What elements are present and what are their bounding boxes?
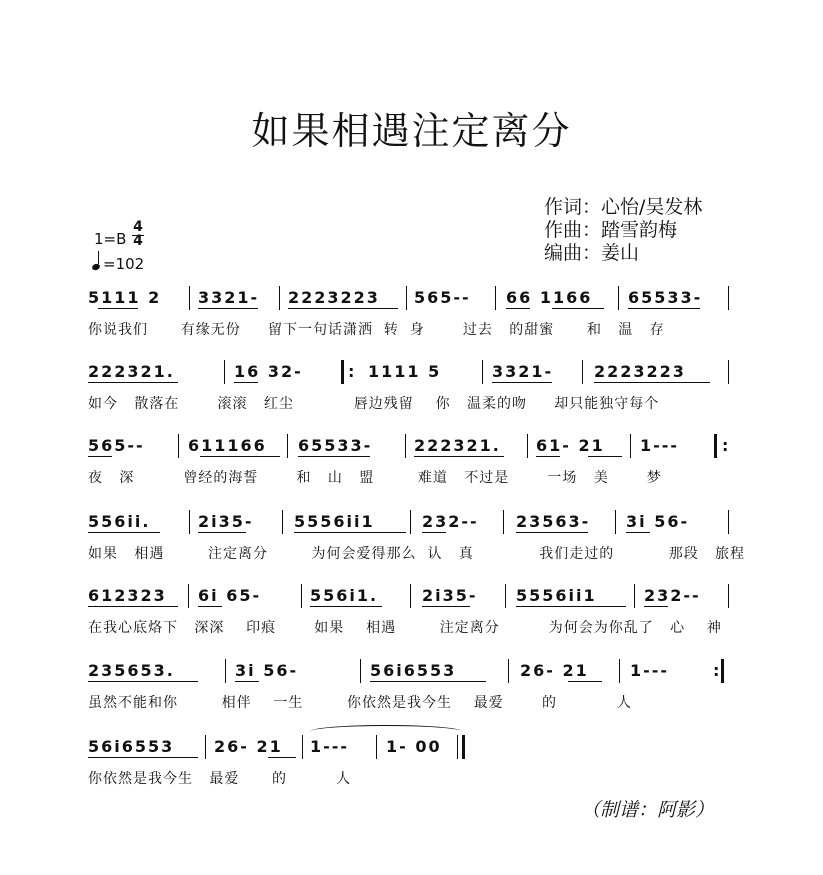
repeat-dots: : <box>348 362 355 381</box>
barline <box>301 584 302 608</box>
barline <box>406 286 407 310</box>
measure: 3i 56- <box>626 512 690 531</box>
barline <box>728 360 729 384</box>
measure: 5556ii1 <box>516 586 597 605</box>
barline <box>282 510 283 534</box>
measure: 23563- <box>516 512 591 531</box>
beam-underline <box>422 532 446 533</box>
measure: 3321- <box>198 288 260 307</box>
repeat-start-barline <box>341 360 344 384</box>
barline <box>618 286 619 310</box>
quarter-note-icon <box>91 263 101 271</box>
lyrics-line: 在我心底烙下 深深 印痕 如果 相遇 注定离分 为何会为你乱了 心 神 <box>88 620 722 636</box>
measure: 6i 65- <box>198 586 262 605</box>
final-barline-thick <box>462 735 465 759</box>
beam-underline <box>98 308 138 309</box>
measure: 222321. <box>414 436 501 455</box>
measure: 222321. <box>88 362 175 381</box>
barline <box>728 510 729 534</box>
measure: 61- 21 <box>536 436 605 455</box>
barline <box>188 584 189 608</box>
measure: 556i1. <box>310 586 379 605</box>
beam-underline <box>198 308 258 309</box>
beam-underline <box>88 382 178 383</box>
measure: 612323 <box>88 586 167 605</box>
measure: 65533- <box>298 436 373 455</box>
lyrics-line: 你依然是我今生 最爱 的 人 <box>88 771 352 787</box>
barline <box>287 434 288 458</box>
barline <box>482 360 483 384</box>
barline <box>728 286 729 310</box>
notes-line <box>88 661 733 685</box>
arranger-credit: 编曲：姜山 <box>544 242 640 264</box>
barline <box>189 510 190 534</box>
measure: 26- 21 <box>214 737 283 756</box>
lyrics-line: 你说我们 有缘无份 留下一句话潇洒 转 身 过去 的甜蜜 和 温 存 <box>88 322 665 338</box>
beam-underline <box>198 532 246 533</box>
measure: 65533- <box>628 288 703 307</box>
notes-line <box>88 362 733 386</box>
barline <box>302 735 303 759</box>
barline <box>279 286 280 310</box>
measure: 2223223 <box>594 362 686 381</box>
credits <box>544 196 702 265</box>
beam-underline <box>370 681 486 682</box>
barline <box>224 360 225 384</box>
barline <box>634 584 635 608</box>
notes-line <box>88 512 733 536</box>
notes-line <box>88 436 733 460</box>
beam-underline <box>516 532 588 533</box>
beam-underline <box>200 456 280 457</box>
measure: 56i6553 <box>370 661 457 680</box>
measure: 2223223 <box>288 288 380 307</box>
beam-underline <box>492 382 552 383</box>
beam-underline <box>234 382 258 383</box>
notes-line <box>88 737 733 761</box>
beam-underline <box>516 606 626 607</box>
measure: 611166 <box>188 436 267 455</box>
beam-underline <box>628 308 700 309</box>
beam-underline <box>268 757 296 758</box>
barline <box>728 584 729 608</box>
tempo-value: =102 <box>103 255 145 273</box>
beam-underline <box>88 532 160 533</box>
time-signature-line <box>132 235 144 236</box>
barline <box>405 434 406 458</box>
measure: 232-- <box>644 586 701 605</box>
measure: 2i35- <box>198 512 254 531</box>
beam-underline <box>626 532 650 533</box>
barline <box>527 434 528 458</box>
beam-underline <box>88 757 198 758</box>
beam-underline <box>506 308 530 309</box>
beam-underline <box>298 456 370 457</box>
barline <box>376 735 377 759</box>
beam-underline <box>588 456 622 457</box>
beam-underline <box>568 681 602 682</box>
beam-underline <box>88 456 112 457</box>
lyrics-line: 虽然不能和你 相伴 一生 你依然是我今生 最爱 的 人 <box>88 695 632 711</box>
beam-underline <box>288 308 398 309</box>
key-label: 1=B <box>94 230 127 248</box>
beam-underline <box>414 456 504 457</box>
measure: 565-- <box>414 288 471 307</box>
beam-underline <box>594 382 710 383</box>
barline <box>205 735 206 759</box>
measure: 565-- <box>88 436 145 455</box>
beam-underline <box>552 308 604 309</box>
barline <box>505 584 506 608</box>
beam-underline <box>294 532 406 533</box>
repeat-end-barline <box>721 659 724 683</box>
transcriber-credit: （制谱：阿影） <box>581 799 715 821</box>
measure: 1--- <box>310 737 350 756</box>
barline <box>178 434 179 458</box>
barline <box>615 510 616 534</box>
beam-underline <box>644 606 668 607</box>
beam-underline <box>310 606 382 607</box>
time-bottom: 4 <box>133 233 143 249</box>
barline <box>360 659 361 683</box>
lyrics-line: 如今 散落在 滚滚 红尘 唇边残留 你 温柔的吻 却只能独守每个 <box>88 396 660 412</box>
barline <box>495 286 496 310</box>
repeat-end-barline <box>714 434 717 458</box>
measure: 2i35- <box>422 586 478 605</box>
lyricist-credit: 作词：心怡/吴发林 <box>544 196 703 218</box>
barline <box>619 659 620 683</box>
measure: 26- 21 <box>520 661 589 680</box>
measure: 5111 2 <box>88 288 162 307</box>
barline <box>630 434 631 458</box>
measure: 56i6553 <box>88 737 175 756</box>
note-stem <box>98 251 99 264</box>
barline <box>503 510 504 534</box>
notes-line <box>88 586 733 610</box>
repeat-dots: : <box>722 436 729 455</box>
beam-underline <box>198 606 222 607</box>
measure: 66 1166 <box>506 288 593 307</box>
measure: 3i 56- <box>235 661 299 680</box>
barline <box>582 360 583 384</box>
measure: 232-- <box>422 512 479 531</box>
barline <box>410 584 411 608</box>
repeat-dots: : <box>713 661 720 680</box>
measure: 5556ii1 <box>294 512 375 531</box>
lyrics-line: 夜 深 曾经的海誓 和 山 盟 难道 不过是 一场 美 梦 <box>88 470 662 486</box>
measure: 1111 5 <box>368 362 442 381</box>
lyrics-line: 如果 相遇 注定离分 为何会爱得那么 认 真 我们走过的 那段 旅程 <box>88 546 746 562</box>
barline <box>225 659 226 683</box>
measure: 3321- <box>492 362 554 381</box>
barline <box>410 510 411 534</box>
measure: 16 32- <box>234 362 303 381</box>
barline <box>189 286 190 310</box>
measure: 235653. <box>88 661 175 680</box>
beam-underline <box>235 681 259 682</box>
measure: 1- 00 <box>386 737 442 756</box>
beam-underline <box>536 456 560 457</box>
time-top: 4 <box>133 219 143 235</box>
barline <box>508 659 509 683</box>
measure: 556ii. <box>88 512 151 531</box>
measure: 1--- <box>630 661 670 680</box>
beam-underline <box>88 681 198 682</box>
notes-line <box>88 288 733 312</box>
beam-underline <box>88 606 178 607</box>
tempo-marking <box>92 255 144 273</box>
final-barline <box>457 735 458 759</box>
time-signature <box>132 220 144 248</box>
song-title: 如果相遇注定离分 <box>251 109 572 153</box>
beam-underline <box>422 606 470 607</box>
composer-credit: 作曲：踏雪韵梅 <box>544 219 678 241</box>
measure: 1--- <box>640 436 680 455</box>
